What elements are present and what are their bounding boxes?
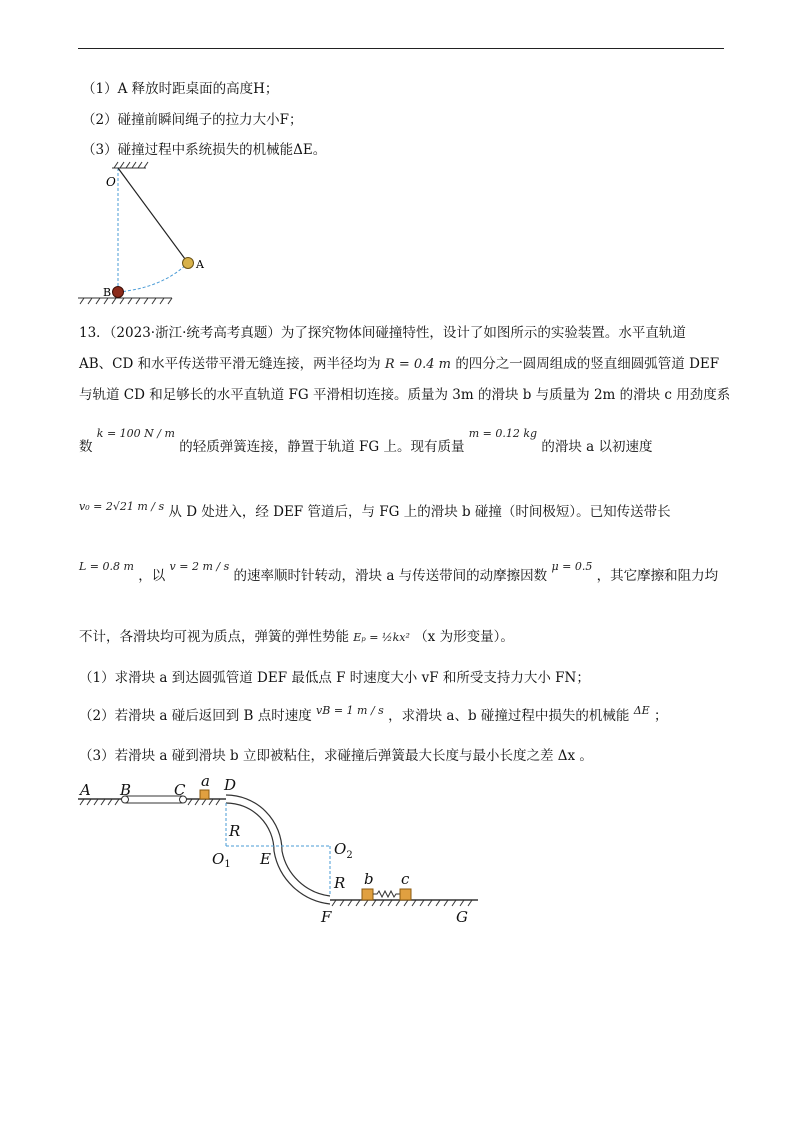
label-point-c: C [174,781,186,799]
ball-b [113,287,124,298]
q13-line-6b: 的速率顺时针转动，滑块 a 与传送带间的动摩擦因数 [233,568,548,584]
label-point-a: A [80,781,91,799]
q13-line-4b: 的轻质弹簧连接，静置于轨道 FG 上。现有质量 [179,439,465,455]
q13-line-6c: ，其它摩擦和阻力均 [596,568,719,584]
q13-sub-3: （3）若滑块 a 碰到滑块 b 立即被粘住，求碰撞后弹簧最大长度与最小长度之差 Δx 。 [79,748,593,764]
prev-question-1: （1）A 释放时距桌面的高度H； [82,81,279,97]
label-block-c: c [401,870,410,888]
label-o: O [106,175,116,189]
eq-friction-coefficient: μ = 0.5 [551,560,593,573]
spring [373,891,400,897]
q13-line-7 [79,628,514,647]
label-center-o2: $O_2$ [334,840,353,861]
eq-radius: R = 0.4 m [384,357,452,372]
q13-sub-2a: （2）若滑块 a 碰后返回到 B 点时速度 [79,708,312,724]
label-point-b: B [120,781,132,799]
q13-sub-1: （1）求滑块 a 到达圆弧管道 DEF 最低点 F 时速度大小 vF 和所受支持力大小 FN； [79,670,590,686]
pendulum-figure [70,160,230,310]
eq-spring-k: k = 100 N / m [96,427,175,440]
q13-line-2b: 的四分之一圆周组成的竖直细圆弧管道 DEF [455,356,720,372]
label-block-b: b [364,870,374,888]
label-b: B [103,286,112,299]
q13-sub-2c: ； [653,708,668,724]
label-block-a: a [201,772,210,790]
q13-line-4a: 数 [79,439,93,455]
q13-line-2a: AB、CD 和水平传送带平滑无缝连接，两半径均为 [79,356,381,372]
q13-line-4c: 的滑块 a 以初速度 [541,439,653,455]
label-center-o1: $O_1$ [212,850,231,870]
construction-lines [226,803,330,896]
q13-line-7b: （x 为形变量）。 [414,629,514,645]
floor-hatch [78,298,172,304]
eq-mass: m = 0.12 kg [468,427,538,440]
label-point-g: G [456,908,468,926]
label-point-e: E [260,850,271,868]
label-radius-lower: R [334,874,346,892]
ball-a [183,258,194,269]
page-top-rule [78,48,724,49]
q13-line-6a: ，以 [138,568,166,584]
label-a: A [196,258,204,271]
pendulum-string [118,168,188,263]
eq-initial-velocity: v₀ = 2√21 m / s [79,500,165,513]
q13-line-1: 13．（2023·浙江·统考高考真题）为了探究物体间碰撞特性，设计了如图所示的实验装置。水平直轨道 [79,325,686,341]
track-figure [0,770,800,930]
q13-line-2 [79,355,719,374]
prev-question-3: （3）碰撞过程中系统损失的机械能ΔE。 [82,142,327,158]
block-b [362,889,373,900]
eq-belt-length: L = 0.8 m [79,560,134,573]
q13-line-7a: 不计，各滑块均可视为质点，弹簧的弹性势能 [79,629,349,645]
label-point-f: F [321,908,332,926]
eq-elastic-energy: Eₚ = ½kx² [353,631,410,644]
eq-delta-e: ΔE [633,704,650,717]
q13-sub-2b: ，求滑块 a、b 碰撞过程中损失的机械能 [388,708,630,724]
q13-line-5 [79,497,671,520]
q13-line-3: 与轨道 CD 和足够长的水平直轨道 FG 平滑相切连接。质量为 3m 的滑块 b 与质量为 2m 的滑块 c 用劲度系 [79,387,731,403]
ceiling-support [112,162,148,168]
q13-line-5-text: 从 D 处进入，经 DEF 管道后，与 FG 上的滑块 b 碰撞（时间极短）。已知传送带长 [168,504,671,520]
swing-arc [118,263,188,292]
label-point-d: D [224,776,237,794]
pipe-def [226,795,330,904]
prev-question-2: （2）碰撞前瞬间绳子的拉力大小F； [82,112,303,128]
eq-velocity-b: vB = 1 m / s [316,704,384,717]
q13-line-6 [79,557,719,584]
block-c [400,889,411,900]
upper-track [78,799,226,805]
q13-sub-2 [79,704,668,726]
label-radius-upper: R [229,822,241,840]
lower-track [330,900,478,906]
block-a [200,790,209,799]
q13-line-4 [79,424,653,455]
eq-belt-speed: v = 2 m / s [169,560,230,573]
